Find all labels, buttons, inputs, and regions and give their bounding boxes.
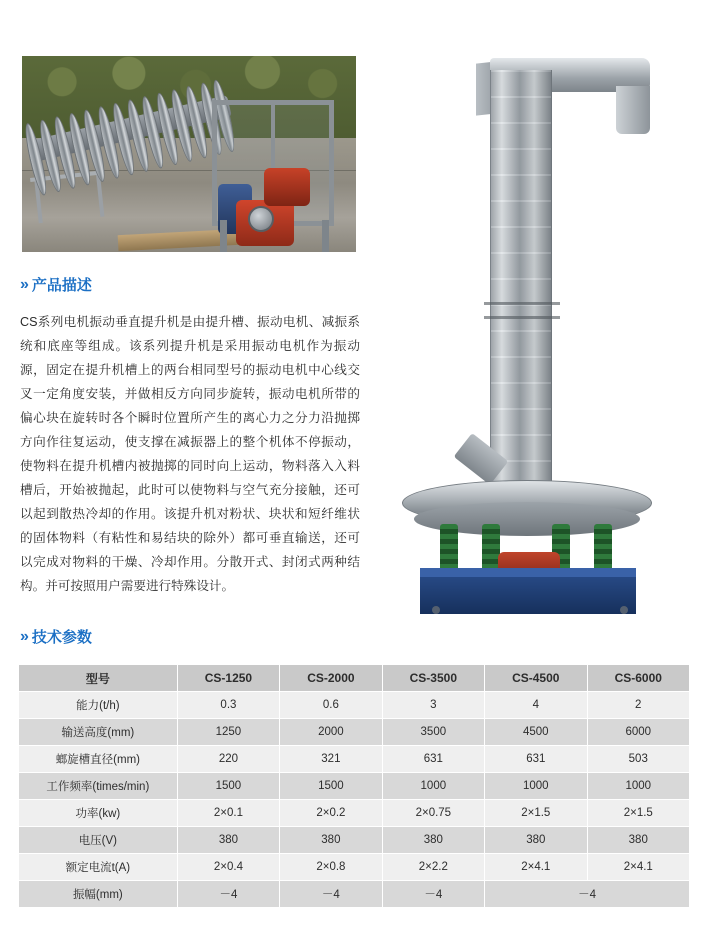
cell-value: 321 bbox=[280, 746, 382, 773]
cell-value: 2 bbox=[587, 692, 689, 719]
column-band-2 bbox=[484, 316, 560, 319]
motor-hub bbox=[248, 206, 274, 232]
table-row bbox=[19, 827, 690, 854]
row-label: 能力(t/h) bbox=[19, 692, 178, 719]
table-row bbox=[19, 800, 690, 827]
cell-value: 380 bbox=[485, 827, 587, 854]
cell-value: 2×4.1 bbox=[587, 854, 689, 881]
row-label: 功率(kw) bbox=[19, 800, 178, 827]
table-header bbox=[19, 665, 690, 692]
row-label: 额定电流t(A) bbox=[19, 854, 178, 881]
cell-value: 3500 bbox=[382, 719, 484, 746]
cell-value: 631 bbox=[382, 746, 484, 773]
cell-value: 2×0.75 bbox=[382, 800, 484, 827]
table-row bbox=[19, 881, 690, 908]
table-header-cell-cs1250: CS-1250 bbox=[177, 665, 279, 692]
cell-value: 1250 bbox=[177, 719, 279, 746]
table-row bbox=[19, 854, 690, 881]
cell-value: 4 bbox=[485, 692, 587, 719]
chevron-double-right-icon: » bbox=[20, 627, 26, 645]
table-row bbox=[19, 719, 690, 746]
cell-value: 2×0.8 bbox=[280, 854, 382, 881]
table-row bbox=[19, 692, 690, 719]
row-label: 振幅(mm) bbox=[19, 881, 178, 908]
cell-value: 2×0.2 bbox=[280, 800, 382, 827]
row-label: 电压(V) bbox=[19, 827, 178, 854]
cell-value: 2000 bbox=[280, 719, 382, 746]
cell-value: －4 bbox=[382, 881, 484, 908]
table-body bbox=[19, 692, 690, 908]
cell-value: －4 bbox=[177, 881, 279, 908]
row-label: 工作频率(times/min) bbox=[19, 773, 178, 800]
cell-value: 631 bbox=[485, 746, 587, 773]
cell-value: 1500 bbox=[280, 773, 382, 800]
spiral-conveyor-photo bbox=[22, 56, 356, 252]
cell-value: －4 bbox=[280, 881, 382, 908]
table-header-row bbox=[19, 665, 690, 692]
section-heading-specs bbox=[20, 626, 92, 647]
cell-value: 0.3 bbox=[177, 692, 279, 719]
cell-value-merged: －4 bbox=[485, 881, 690, 908]
cell-value: 1000 bbox=[485, 773, 587, 800]
cell-value: 2×1.5 bbox=[485, 800, 587, 827]
frame-leg-left bbox=[220, 220, 227, 252]
cell-value: 503 bbox=[587, 746, 689, 773]
cell-value: 2×2.2 bbox=[382, 854, 484, 881]
anchor-bolt-left bbox=[432, 606, 440, 614]
elevator-column bbox=[490, 70, 552, 510]
table-header-cell-cs6000: CS-6000 bbox=[587, 665, 689, 692]
cell-value: 380 bbox=[587, 827, 689, 854]
cell-value: 2×1.5 bbox=[587, 800, 689, 827]
discharge-spout bbox=[616, 86, 650, 134]
cell-value: 2×0.4 bbox=[177, 854, 279, 881]
red-vibrating-motor-2 bbox=[264, 168, 310, 206]
cell-value: 380 bbox=[177, 827, 279, 854]
cell-value: 1000 bbox=[587, 773, 689, 800]
cell-value: 1000 bbox=[382, 773, 484, 800]
chevron-double-right-icon: » bbox=[20, 275, 26, 293]
cell-value: 1500 bbox=[177, 773, 279, 800]
cell-value: 3 bbox=[382, 692, 484, 719]
cell-value: 2×0.1 bbox=[177, 800, 279, 827]
section-heading-description bbox=[20, 274, 92, 295]
cell-value: 2×4.1 bbox=[485, 854, 587, 881]
cell-value: 4500 bbox=[485, 719, 587, 746]
cell-value: 380 bbox=[280, 827, 382, 854]
table-row bbox=[19, 746, 690, 773]
table-header-cell-cs4500: CS-4500 bbox=[485, 665, 587, 692]
section-title-specs: 技术参数 bbox=[31, 629, 92, 646]
table-header-cell-cs2000: CS-2000 bbox=[280, 665, 382, 692]
spec-table bbox=[18, 664, 690, 908]
machine-base bbox=[420, 568, 636, 614]
row-label: 螂旋槽直径(mm) bbox=[19, 746, 178, 773]
description-body: CS系列电机振动垂直提升机是由提升槽、振动电机、减振系统和底座等组成。该系列提升机是采用振动电机作为振动源，固定在提升机槽上的两台相同型号的振动电机中心线交叉一定角度安装，并做相反方向同步旋转，振动电机所带的偏心块在旋转时各个瞬时位置所产生的离心力之分力沿抛掷方向作往复运动，使支撑在减振器上的整个机体不停振动，使物料在提升机槽内被抛掷的同时向上运动，物料落入入料槽后，开始被抛起，此时可以使物料与空气充分接触，还可以起到散热冷却的作用。该提升机对粉状、块状和短纤维状的固体物料（有粘性和易结块的除外）都可垂直输送，还可以完成对物料的干燥、冷却作用。分散开式、封闭式两种结构。并可按照用户需要进行特殊设计。 bbox=[20, 315, 360, 593]
cell-value: 380 bbox=[382, 827, 484, 854]
cell-value: 220 bbox=[177, 746, 279, 773]
cell-value: 6000 bbox=[587, 719, 689, 746]
anchor-bolt-right bbox=[620, 606, 628, 614]
table-row bbox=[19, 773, 690, 800]
cell-value: 0.6 bbox=[280, 692, 382, 719]
row-label: 输送高度(mm) bbox=[19, 719, 178, 746]
table-header-cell-model: 型号 bbox=[19, 665, 178, 692]
table-header-cell-cs3500: CS-3500 bbox=[382, 665, 484, 692]
section-title-description: 产品描述 bbox=[31, 277, 92, 294]
column-band-1 bbox=[484, 302, 560, 305]
frame-leg-right bbox=[322, 220, 329, 252]
vertical-elevator-photo bbox=[380, 40, 700, 620]
